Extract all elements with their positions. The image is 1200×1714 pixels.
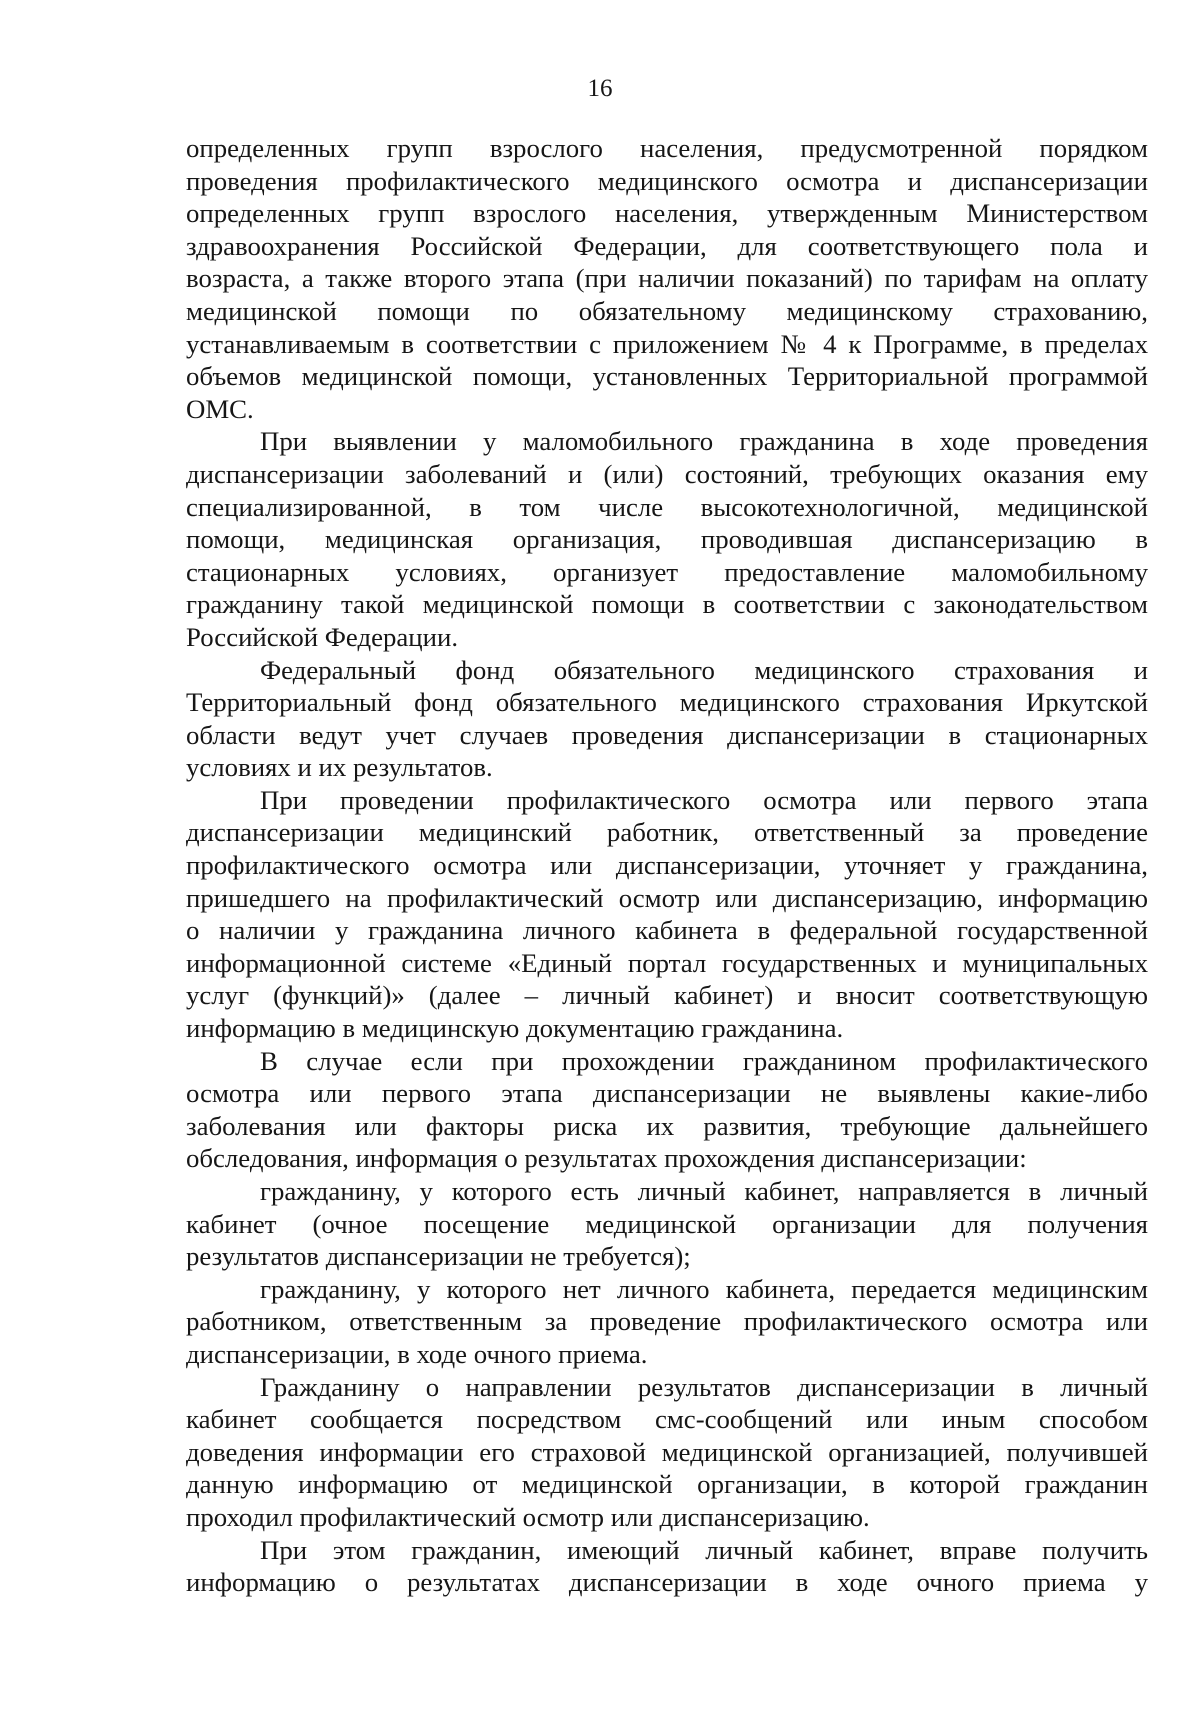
text-line: возраста, а также второго этапа (при наличии показаний) по тарифам на оплату	[186, 263, 1148, 294]
text-line: условиях и их результатов.	[186, 752, 493, 783]
text-line: специализированной, в том числе высокотехнологичной, медицинской	[186, 491, 1148, 522]
text-line: информацию о результатах диспансеризации в ходе очного приема у	[186, 1567, 1148, 1598]
paragraph	[186, 784, 1148, 1045]
text-line: помощи, медицинская организация, проводившая диспансеризацию в	[186, 524, 1148, 555]
text-line: стационарных условиях, организует предоставление маломобильному	[186, 556, 1148, 587]
text-line: услуг (функций)» (далее – личный кабинет) и вносит соответствующую	[186, 980, 1148, 1011]
paragraph	[186, 1175, 1148, 1273]
text-line: результатов диспансеризации не требуется);	[186, 1241, 691, 1272]
text-line: о наличии у гражданина личного кабинета в федеральной государственной	[186, 915, 1148, 946]
text-line: данную информацию от медицинской организации, в которой гражданин	[186, 1469, 1148, 1500]
text-line: диспансеризации заболеваний и (или) состояний, требующих оказания ему	[186, 458, 1148, 489]
paragraph	[186, 1045, 1148, 1175]
text-line: диспансеризации медицинский работник, ответственный за проведение	[186, 817, 1148, 848]
paragraph	[186, 132, 1148, 425]
text-line: устанавливаемым в соответствии с приложением № 4 к Программе, в пределах	[186, 328, 1148, 359]
text-line: работником, ответственным за проведение профилактического осмотра или	[186, 1306, 1148, 1337]
text-line: проведения профилактического медицинского осмотра и диспансеризации	[186, 165, 1148, 196]
page-number: 16	[587, 75, 613, 102]
text-line: области ведут учет случаев проведения диспансеризации в стационарных	[186, 719, 1148, 750]
text-line: Гражданину о направлении результатов диспансеризации в личный	[260, 1371, 1148, 1402]
paragraph	[186, 654, 1148, 784]
text-line: кабинет (очное посещение медицинской организации для получения	[186, 1208, 1148, 1239]
text-line: информационной системе «Единый портал государственных и муниципальных	[186, 947, 1148, 978]
text-line: пришедшего на профилактический осмотр или диспансеризацию, информацию	[186, 882, 1148, 913]
text-line: гражданину, у которого нет личного кабинета, передается медицинским	[260, 1273, 1148, 1304]
text-line: здравоохранения Российской Федерации, для соответствующего пола и	[186, 230, 1148, 261]
text-line: объемов медицинской помощи, установленных Территориальной программой	[186, 361, 1148, 392]
text-line: профилактического осмотра или диспансеризации, уточняет у гражданина,	[186, 850, 1148, 881]
text-line: гражданину, у которого есть личный кабинет, направляется в личный	[260, 1176, 1148, 1206]
text-line: Федеральный фонд обязательного медицинского страхования и	[260, 654, 1148, 685]
text-line: проходил профилактический осмотр или диспансеризацию.	[186, 1501, 870, 1532]
text-line: доведения информации его страховой медицинской организацией, получившей	[186, 1436, 1148, 1467]
text-line: гражданину такой медицинской помощи в соответствии с законодательством	[186, 589, 1148, 620]
text-line: В случае если при прохождении гражданином профилактического	[260, 1045, 1148, 1076]
paragraph	[186, 1273, 1148, 1371]
text-line: Российской Федерации.	[186, 621, 459, 652]
text-line: обследования, информация о результатах прохождения диспансеризации:	[186, 1143, 1027, 1174]
text-line: При этом гражданин, имеющий личный кабинет, вправе получить	[260, 1534, 1148, 1565]
text-line: диспансеризации, в ходе очного приема.	[186, 1338, 648, 1369]
text-line: определенных групп взрослого населения, утвержденным Министерством	[186, 198, 1148, 229]
text-line: кабинет сообщается посредством смс-сообщений или иным способом	[186, 1404, 1148, 1435]
text-line: осмотра или первого этапа диспансеризации не выявлены какие-либо	[186, 1078, 1148, 1109]
document-body	[186, 132, 1148, 1599]
text-line: ОМС.	[186, 393, 254, 424]
text-line: определенных групп взрослого населения, предусмотренной порядком	[186, 133, 1148, 163]
paragraph	[186, 1371, 1148, 1534]
paragraph	[186, 425, 1148, 653]
text-line: При проведении профилактического осмотра или первого этапа	[260, 784, 1148, 815]
text-line: заболевания или факторы риска их развития, требующие дальнейшего	[186, 1110, 1148, 1141]
text-line: медицинской помощи по обязательному медицинскому страхованию,	[186, 295, 1148, 326]
text-line: информацию в медицинскую документацию гражданина.	[186, 1013, 844, 1044]
paragraph	[186, 1534, 1148, 1599]
text-line: Территориальный фонд обязательного медицинского страхования Иркутской	[186, 687, 1148, 718]
text-line: При выявлении у маломобильного гражданина в ходе проведения	[260, 426, 1148, 457]
